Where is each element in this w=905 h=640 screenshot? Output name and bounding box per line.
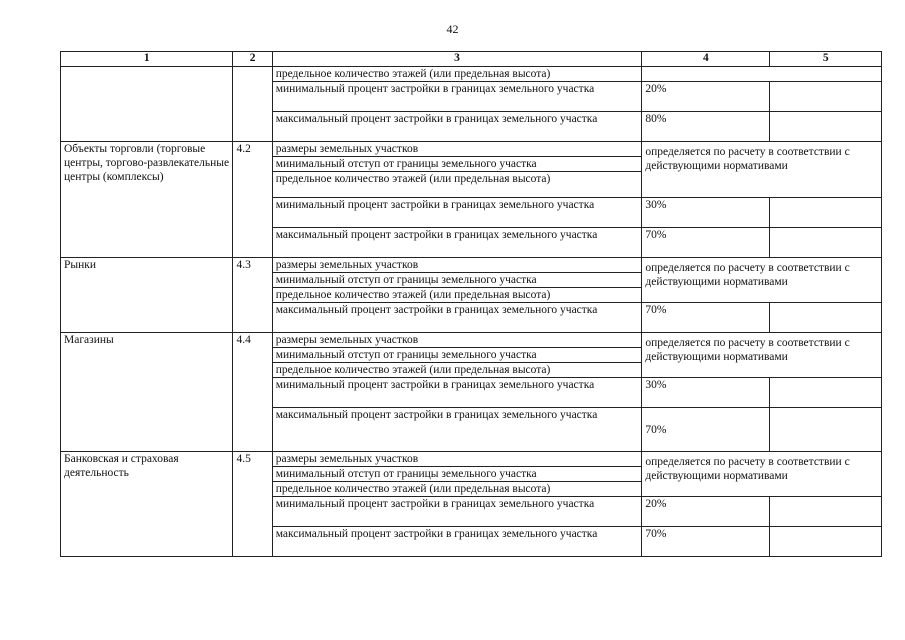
param-setback: минимальный отступ от границы земельного участка bbox=[273, 348, 642, 363]
value-max-percent: 70% bbox=[642, 303, 770, 333]
regulations-table bbox=[60, 51, 882, 557]
param-max-percent: максимальный процент застройки в границах земельного участка bbox=[272, 527, 642, 557]
value-max-percent: 70% bbox=[642, 408, 770, 452]
param-floors: предельное количество этажей (или предельная высота) bbox=[275, 483, 551, 495]
table-row bbox=[61, 452, 882, 497]
param-sizes: размеры земельных участков bbox=[273, 258, 642, 273]
param-sizes: размеры земельных участков bbox=[273, 333, 642, 348]
param-group bbox=[272, 142, 642, 198]
value-min-percent: 20% bbox=[642, 82, 770, 112]
param-max-percent: максимальный процент застройки в границах земельного участка bbox=[272, 112, 642, 142]
param-sizes: размеры земельных участков bbox=[273, 142, 642, 157]
code-cell: 4.5 bbox=[233, 452, 272, 557]
page-number: 42 bbox=[446, 22, 459, 36]
param-floors: предельное количество этажей (или предельная высота) bbox=[275, 289, 551, 301]
value-by-calculation: определяется по расчету в соответствии с действующими нормативами bbox=[642, 142, 882, 198]
code-cell bbox=[233, 67, 272, 142]
param-min-percent: минимальный процент застройки в границах земельного участка bbox=[272, 497, 642, 527]
param-min-percent: минимальный процент застройки в границах земельного участка bbox=[272, 82, 642, 112]
param-max-percent: максимальный процент застройки в границах земельного участка bbox=[272, 228, 642, 258]
param-min-percent: минимальный процент застройки в границах земельного участка bbox=[272, 378, 642, 408]
param-group bbox=[272, 333, 642, 378]
table-row bbox=[61, 258, 882, 303]
param-setback: минимальный отступ от границы земельного участка bbox=[273, 273, 642, 288]
empty-cell bbox=[770, 408, 882, 452]
param-floors: предельное количество этажей (или предельная высота) bbox=[272, 67, 642, 82]
header-col-1: 1 bbox=[61, 52, 233, 67]
empty-cell bbox=[770, 112, 882, 142]
empty-cell bbox=[770, 198, 882, 228]
header-col-2: 2 bbox=[233, 52, 272, 67]
value-max-percent: 80% bbox=[642, 112, 770, 142]
object-name-cell: Банковская и страховая деятельность bbox=[61, 452, 233, 557]
param-floors: предельное количество этажей (или предельная высота) bbox=[275, 173, 551, 185]
header-col-5: 5 bbox=[770, 52, 882, 67]
empty-cell bbox=[770, 497, 882, 527]
param-sizes: размеры земельных участков bbox=[273, 452, 642, 467]
code-cell: 4.3 bbox=[233, 258, 272, 333]
code-cell: 4.4 bbox=[233, 333, 272, 452]
param-setback: минимальный отступ от границы земельного участка bbox=[273, 467, 642, 482]
header-col-4: 4 bbox=[642, 52, 770, 67]
empty-cell bbox=[770, 303, 882, 333]
value-min-percent: 20% bbox=[642, 497, 770, 527]
value-min-percent: 30% bbox=[642, 198, 770, 228]
param-max-percent: максимальный процент застройки в границах земельного участка bbox=[272, 303, 642, 333]
empty-cell bbox=[770, 527, 882, 557]
object-name-cell: Объекты торговли (торговые центры, торгово-развлекательные центры (комплексы) bbox=[61, 142, 233, 258]
value-cell bbox=[642, 67, 882, 82]
param-group bbox=[272, 258, 642, 303]
empty-cell bbox=[770, 228, 882, 258]
value-by-calculation: определяется по расчету в соответствии с действующими нормативами bbox=[642, 258, 882, 303]
value-min-percent: 30% bbox=[642, 378, 770, 408]
value-by-calculation: определяется по расчету в соответствии с действующими нормативами bbox=[642, 333, 882, 378]
table-row bbox=[61, 333, 882, 378]
empty-cell bbox=[770, 82, 882, 112]
object-name-cell bbox=[61, 67, 233, 142]
empty-cell bbox=[770, 378, 882, 408]
param-setback: минимальный отступ от границы земельного участка bbox=[273, 157, 642, 172]
table-row bbox=[61, 142, 882, 198]
value-by-calculation: определяется по расчету в соответствии с действующими нормативами bbox=[642, 452, 882, 497]
code-cell: 4.2 bbox=[233, 142, 272, 258]
param-floors: предельное количество этажей (или предельная высота) bbox=[275, 364, 551, 376]
param-max-percent: максимальный процент застройки в границах земельного участка bbox=[272, 408, 642, 452]
object-name-cell: Магазины bbox=[61, 333, 233, 452]
value-max-percent: 70% bbox=[642, 527, 770, 557]
value-max-percent: 70% bbox=[642, 228, 770, 258]
param-group bbox=[272, 452, 642, 497]
header-row bbox=[61, 52, 882, 67]
param-min-percent: минимальный процент застройки в границах земельного участка bbox=[272, 198, 642, 228]
object-name-cell: Рынки bbox=[61, 258, 233, 333]
header-col-3: 3 bbox=[272, 52, 642, 67]
table-row bbox=[61, 67, 882, 82]
